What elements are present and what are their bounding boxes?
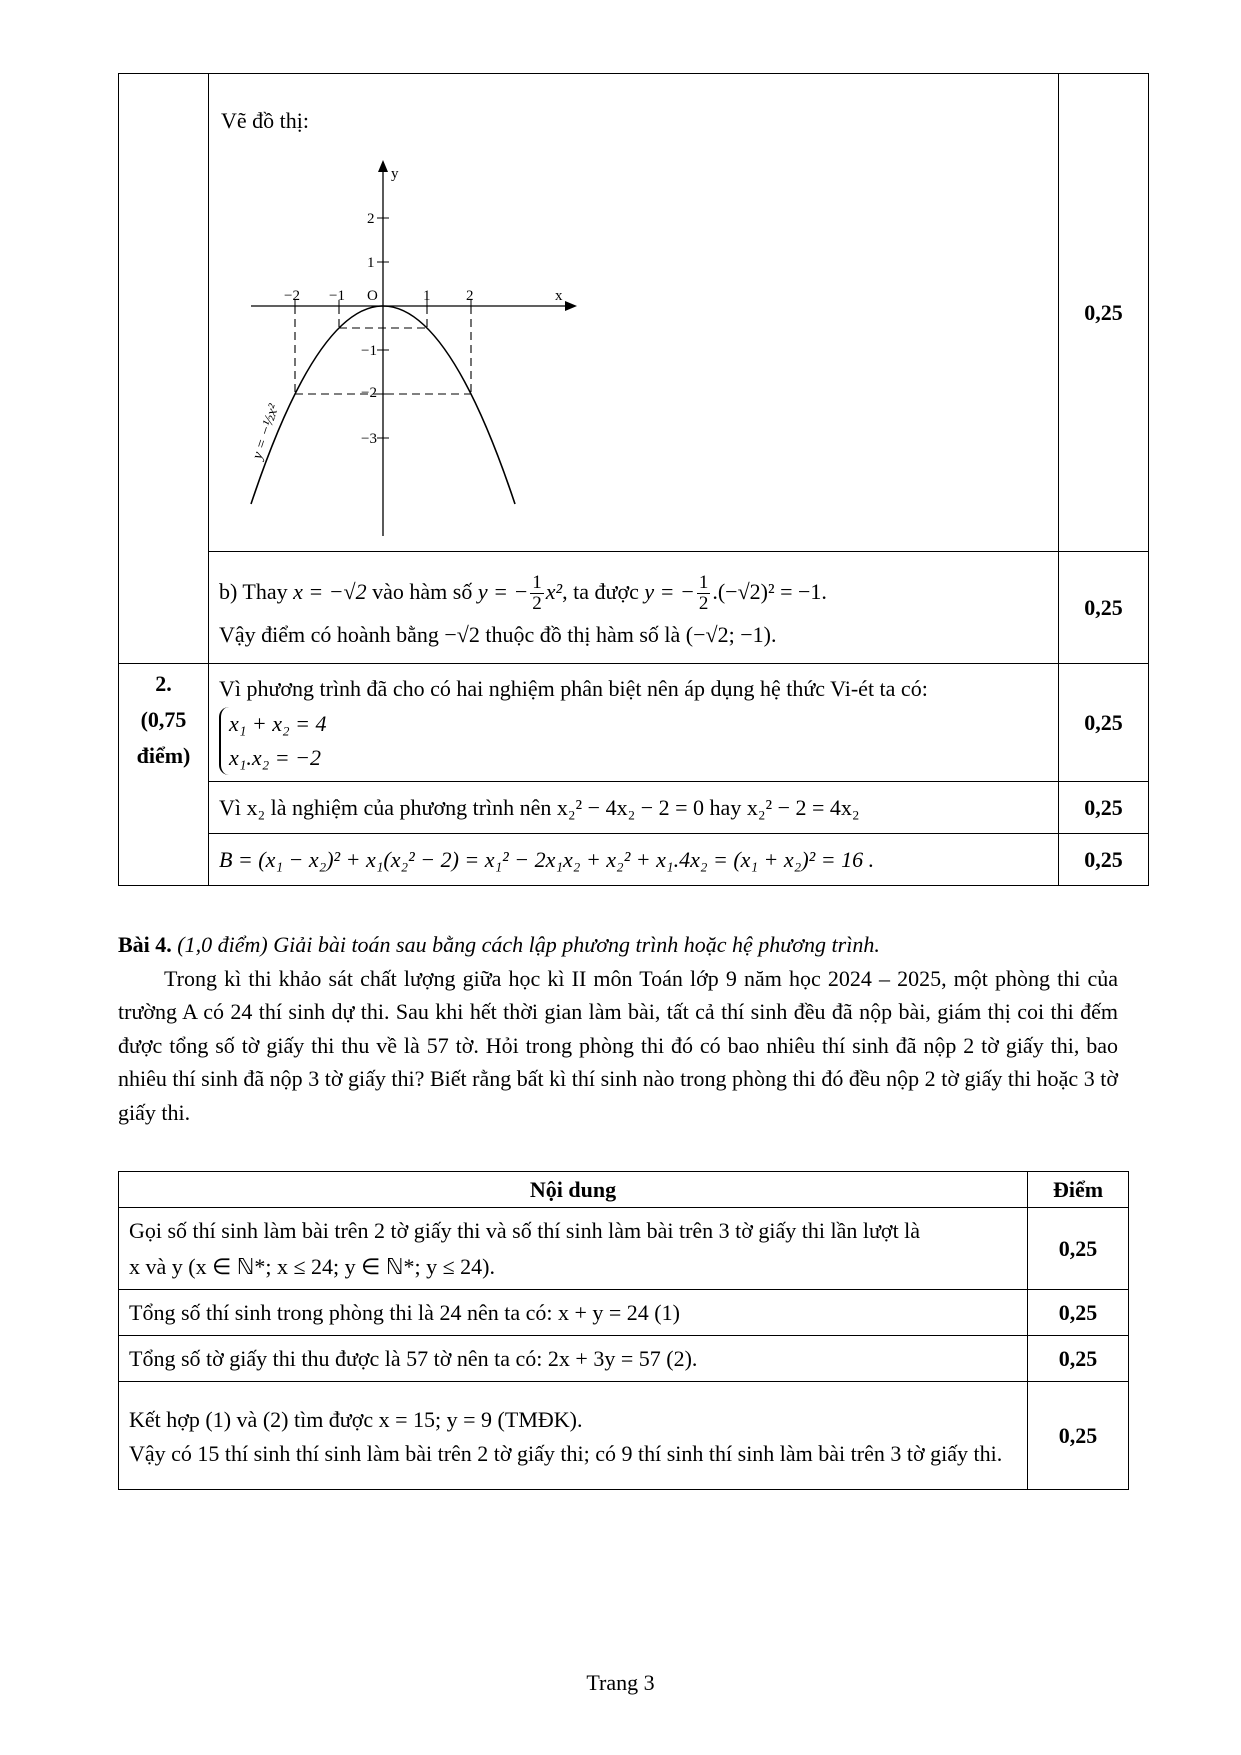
answer-table-part1 (118, 73, 1149, 886)
table-row (119, 1336, 1028, 1382)
part-b-mid1: vào hàm số (372, 578, 473, 604)
y-tick-label: −3 (360, 431, 377, 447)
part-b-result: y = − (644, 578, 695, 604)
table-row (119, 1382, 1028, 1490)
y-tick-label: −1 (360, 343, 377, 359)
part-b-score: 0,25 (1059, 552, 1149, 664)
part-b-prefix: b) Thay (218, 578, 288, 604)
y-axis-arrow (378, 160, 388, 172)
row-text: Vậy có 15 thí sinh thí sinh làm bài trên 2 tờ giấy thi; có 9 thí sinh thí sinh làm bài trên 3 tờ giấy thi. (129, 1440, 1003, 1466)
graph-cell (208, 74, 1058, 552)
q2-points: (0,75 (140, 707, 187, 732)
row-text: Kết hợp (1) và (2) tìm được x = 15; y = 9 (TMĐK). (129, 1406, 583, 1432)
header-content: Nội dung (119, 1172, 1028, 1208)
part-b-x-value: x = −√2 (293, 578, 367, 604)
fraction: $\frac{1}{2}$ (532, 571, 542, 614)
q2-number: 2. (155, 671, 172, 696)
row-text: Gọi số thí sinh làm bài trên 2 tờ giấy thi và số thí sinh làm bài trên 3 tờ giấy thi lần lượt là (129, 1217, 921, 1243)
row-score: 0,25 (1028, 1208, 1129, 1290)
part-b-function: y = − (477, 578, 529, 604)
question-2-label (119, 664, 209, 886)
q2-result-cell (208, 834, 1058, 886)
y-axis-label: y (390, 166, 399, 182)
bai4-subtitle: (1,0 điểm) Giải bài toán sau bằng cách lập phương trình hoặc hệ phương trình. (177, 932, 880, 957)
part-b-x-squared: x² (545, 578, 563, 604)
y-tick-label: 1 (366, 255, 375, 271)
y-tick-label: 2 (366, 211, 375, 227)
table-row (119, 1290, 1028, 1336)
row-text: Tổng số thí sinh trong phòng thi là 24 nên ta có: x + y = 24 (1) (129, 1299, 680, 1325)
row-score: 0,25 (1028, 1336, 1129, 1382)
x-tick-label: 1 (422, 288, 431, 304)
q2-vieta-cell (208, 664, 1058, 782)
q2-score-3: 0,25 (1059, 834, 1149, 886)
bai4-heading (118, 928, 1118, 962)
origin-label: O (366, 288, 378, 304)
parabola-graph (249, 160, 589, 540)
q2-vieta-text: Vì phương trình đã cho có hai nghiệm phân biệt nên áp dụng hệ thức Vi-ét ta có: (218, 675, 928, 701)
table-row (119, 1208, 1028, 1290)
draw-label: Vẽ đồ thị: (220, 108, 309, 133)
x-axis-arrow (565, 301, 577, 311)
part-b-line1 (219, 567, 1048, 617)
part-b-cell (208, 552, 1058, 664)
curve-label: y = −½x² (249, 402, 283, 462)
page-number: Trang 3 (586, 1670, 655, 1695)
vieta-system (219, 707, 327, 775)
row-text: x và y (x ∈ ℕ*; x ≤ 24; y ∈ ℕ*; y ≤ 24). (129, 1253, 495, 1279)
empty-label-cell (119, 74, 209, 664)
row-text: Tổng số tờ giấy thi thu được là 57 tờ nên ta có: 2x + 3y = 57 (2). (129, 1345, 698, 1371)
header-score: Điểm (1028, 1172, 1129, 1208)
part-b-mid2: , ta được (562, 578, 639, 604)
q2-root-cell (208, 782, 1058, 834)
q2-result-text: B = (x₁ − x₂)² + x₁(x₂² − 2) = x₁² − 2x₁x₂ + x₂² + x₁.4x₂ = (x₁ + x₂)² = 16 . (218, 846, 875, 872)
x-tick-label: −2 (283, 288, 300, 304)
x-axis-label: x (554, 288, 563, 304)
q2-score-2: 0,25 (1059, 782, 1149, 834)
q2-root-text: Vì x₂ là nghiệm của phương trình nên x₂² − 4x₂ − 2 = 0 hay x₂² − 2 = 4x₂ (218, 794, 860, 820)
q2-points-unit: điểm) (136, 743, 191, 768)
row-score: 0,25 (1028, 1290, 1129, 1336)
part-b-line2: Vậy điểm có hoành bằng −√2 thuộc đồ thị hàm số là (−√2; −1). (218, 621, 777, 647)
q2-score-1: 0,25 (1059, 664, 1149, 782)
answer-table-bai4 (118, 1171, 1129, 1490)
part-b-result-rest: .(−√2)² = −1. (712, 578, 827, 604)
fraction: $\frac{1}{2}$ (698, 571, 709, 614)
vieta-sum: x₁ + x₂ = 4 (228, 710, 327, 736)
y-tick-label: −2 (360, 385, 377, 401)
bai4-title: Bài 4. (118, 932, 172, 957)
row-score: 0,25 (1028, 1382, 1129, 1490)
x-tick-label: −1 (328, 288, 345, 304)
vieta-product: x₁.x₂ = −2 (228, 744, 321, 770)
x-tick-label: 2 (465, 288, 474, 304)
bai4-paragraph: Trong kì thi khảo sát chất lượng giữa học kì II môn Toán lớp 9 năm học 2024 – 2025, một phòng thi của trường A có 24 thí sinh dự thi. Sau khi hết thời gian làm bài, tất cả thí sinh đều đã nộp bài, giám thị coi thi đếm được tổng số tờ giấy thi thu về là 57 tờ. Hỏi trong phòng thi đó có bao nhiêu thí sinh đã nộp 2 tờ giấy thi, bao nhiêu thí sinh đã nộp 3 tờ giấy thi? Biết rằng bất kì thí sinh nào trong phòng thi đó đều nộp 2 tờ giấy thi hoặc 3 tờ giấy thi. (118, 966, 1118, 1125)
draw-score: 0,25 (1059, 74, 1149, 552)
